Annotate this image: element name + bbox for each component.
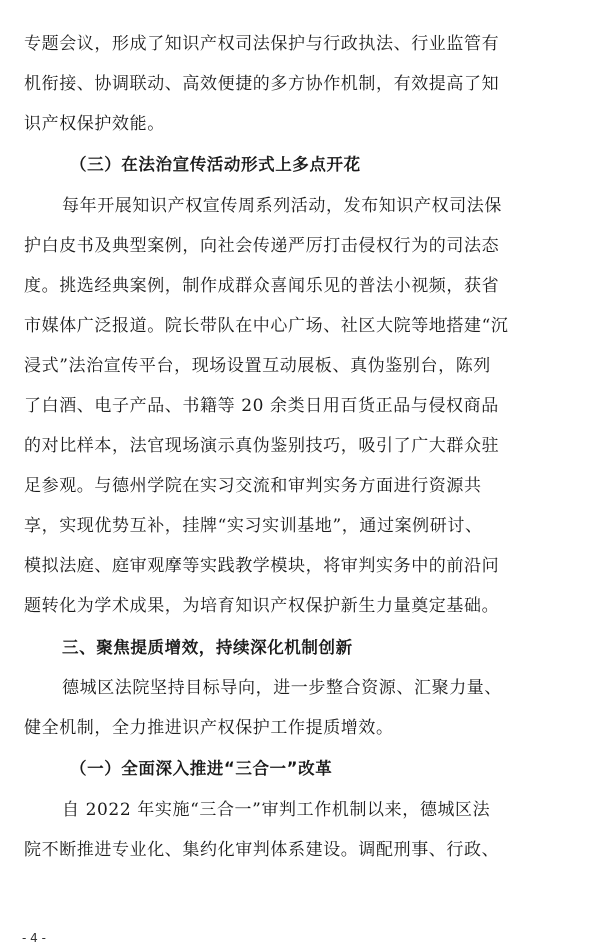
section-heading: 三、聚焦提质增效，持续深化机制创新	[62, 638, 353, 657]
paragraph-first-line: 每年开展知识产权宣传周系列活动，发布知识产权司法保	[62, 196, 502, 216]
body-text-line: 市媒体广泛报道。院长带队在中心广场、社区大院等地搭建“沉	[24, 316, 509, 336]
body-text-line: 浸式”法治宣传平台，现场设置互动展板、真伪鉴别台，陈列	[24, 356, 491, 376]
body-text-line: 院不断推进专业化、集约化审判体系建设。调配刑事、行政、	[24, 840, 500, 860]
body-text-line: 足参观。与德州学院在实习交流和审判实务方面进行资源共	[24, 476, 482, 496]
body-text-line: 了白酒、电子产品、书籍等 20 余类日用百货正品与侵权商品	[24, 396, 499, 416]
body-text-line: 专题会议，形成了知识产权司法保护与行政执法、行业监管有	[24, 34, 500, 54]
body-text-line: 题转化为学术成果，为培育知识产权保护新生力量奠定基础。	[24, 596, 500, 616]
body-text-line: 护白皮书及典型案例，向社会传递严厉打击侵权行为的司法态	[24, 236, 500, 256]
body-text-line: 模拟法庭、庭审观摩等实践教学模块，将审判实务中的前沿问	[24, 556, 500, 576]
body-text-line: 机衔接、协调联动、高效便捷的多方协作机制，有效提高了知	[24, 74, 500, 94]
subsection-heading: （三）在法治宣传活动形式上多点开花	[70, 155, 361, 174]
subsection-heading: （一）全面深入推进“三合一”改革	[70, 759, 333, 778]
page-number: - 4 -	[22, 931, 46, 945]
body-text-line: 度。挑选经典案例，制作成群众喜闻乐见的普法小视频，获省	[24, 276, 500, 296]
paragraph-first-line: 自 2022 年实施“三合一”审判工作机制以来，德城区法	[62, 800, 491, 820]
body-text-line: 的对比样本，法官现场演示真伪鉴别技巧，吸引了广大群众驻	[24, 436, 500, 456]
body-text-line: 识产权保护效能。	[24, 114, 165, 134]
body-text-line: 享，实现优势互补，挂牌“实习实训基地”，通过案例研讨、	[24, 516, 483, 536]
body-text-line: 健全机制，全力推进识产权保护工作提质增效。	[24, 718, 394, 738]
paragraph-first-line: 德城区法院坚持目标导向，进一步整合资源、汇聚力量、	[62, 678, 502, 698]
